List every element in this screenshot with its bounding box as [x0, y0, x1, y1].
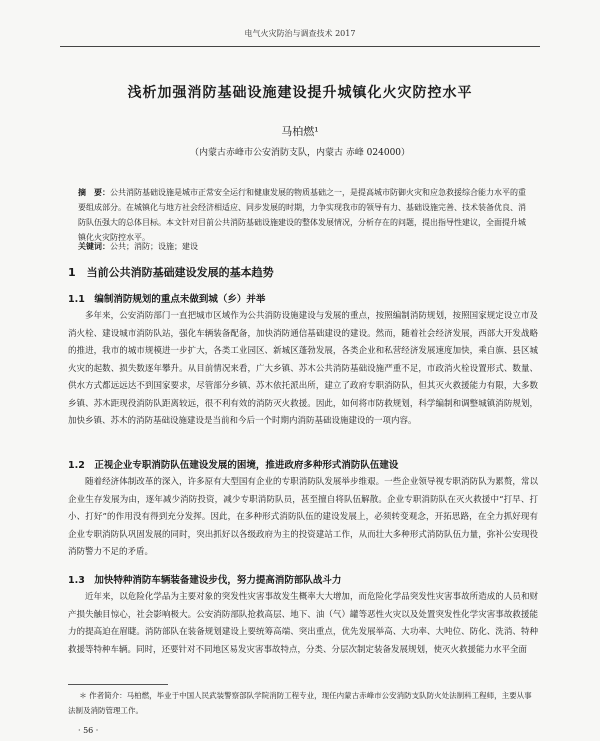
author-name: 马柏燃¹ [281, 125, 319, 138]
footnote: ＊ 作者简介：马柏燃，毕业于中国人民武装警察部队学院消防工程专业，现任内蒙古赤峰市公安消防支队防火处法制科工程师，主要从事法制及消防管理工作。 [68, 691, 532, 715]
subsection-heading-1-3: 1.3 加快特种消防车辆装备建设步伐，努力提高消防部队战斗力 [68, 575, 342, 586]
abstract [78, 185, 528, 245]
abstract-text: 公共消防基础设施是城市正常安全运行和健康发展的物质基础之一，是提高城市防御火灾和应急救援综合能力水平的重要组成部分。在城镇化与地方社会经济相适应、同步发展的时期，力争实现我市的领导有力、基础设施完善、技术装备优良、消防队伍强大的总体目标。本文针对目前公共消防基础设施建设的整体发展情况，分析存在的问题，提出指导性建议，全面提升城镇化火灾防控水平。 [78, 188, 526, 242]
running-header: 电气火灾防治与调查技术 2017 [244, 29, 356, 38]
footnote-rule [68, 684, 168, 685]
abstract-label: 摘 要： [78, 188, 110, 197]
page-number: · 56 · [78, 726, 99, 735]
paper-title: 浅析加强消防基础设施建设提升城镇化火灾防控水平 [127, 85, 473, 101]
keywords [78, 241, 528, 252]
subsection-heading-1-2: 1.2 正视企业专职消防队伍建设发展的困境，推进政府多种形式消防队伍建设 [68, 460, 399, 471]
section-heading-1: 1 当前公共消防基础建设发展的基本趋势 [68, 266, 274, 279]
keywords-label: 关键词： [78, 242, 110, 251]
paragraph-1-3: 近年来，以危险化学品为主要对象的突发性灾害事故发生概率大大增加，而危险化学品突发性灾害事故所造成的人员和财产损失触目惊心，社会影响极大。公安消防部队抢救高层、地下、油（气）罐等恶性火灾以及处置突发性化学灾害事故救援能力的提高迫在眉睫。消防部队在装备规划建设上要统筹高端、突出重点，优先发展举高、大功率、大吨位、防化、洗消、特种救援等特种车辆。同时，还要针对不同地区易发灾害事故特点，分类、分层次制定装备发展规划，使灭火救援能力水平全面 [68, 592, 538, 655]
paragraph-1-1: 多年来，公安消防部门一直把城市区域作为公共消防设施建设与发展的重点，按照编制消防规划，按照国家规定设立市及消火栓、建设城市消防队站，强化车辆装备配备，加快消防通信基础建设的建设。然而，随着社会经济发展，西部大开发战略的推进，我市的城市规模进一步扩大，各类工业园区、新城区蓬勃发展，各类企业和私营经济发展速度加快，乘自旗、县区城火灾的起数、损失数逐年攀升。从目前情况来看，广大乡镇、苏木公共消防基础设施严重不足，市政消火栓设置形式、数量、供水方式都远远达不到国家要求，尽管部分乡镇、苏木依托派出所，建立了政府专职消防队，但其灭火救援能力有限，大多数乡镇、苏木距现役消防队距离较远，很不利有效的消防灭火救援。因此，如何将市防救规划，科学编制和调整城镇消防规划，加快乡镇、苏木的消防基础设施建设是当前和今后一个时期内消防基础设施建设的一项内容。 [68, 311, 538, 426]
keywords-text: 公共；消防；设施；建设 [110, 242, 198, 251]
author-affiliation: （内蒙古赤峰市公安消防支队，内蒙古 赤峰 024000） [189, 148, 411, 158]
paragraph-1-2: 随着经济体制改革的深入，许多原有大型国有企业的专职消防队发展举步维艰。一些企业领导视专职消防队为累赘，常以企业生存发展为由，逐年减少消防投资，减少专职消防队员，甚至擅自将队伍解散。企业专职消防队在灭火救援中“打早、打小、打好”的作用没有得到充分发挥。因此，在多种形式消防队伍的建设发展上，必须转变观念，开拓思路，在全力抓好现有企业专职消防队巩固发展的同时，突出抓好以各级政府为主的投资建站工作，从而壮大多种形式消防队伍力量，弥补公安现役消防警力不足的矛盾。 [68, 477, 538, 557]
header-rule [60, 46, 540, 47]
subsection-heading-1-1: 1.1 编制消防规划的重点未做到城（乡）并举 [68, 294, 266, 305]
